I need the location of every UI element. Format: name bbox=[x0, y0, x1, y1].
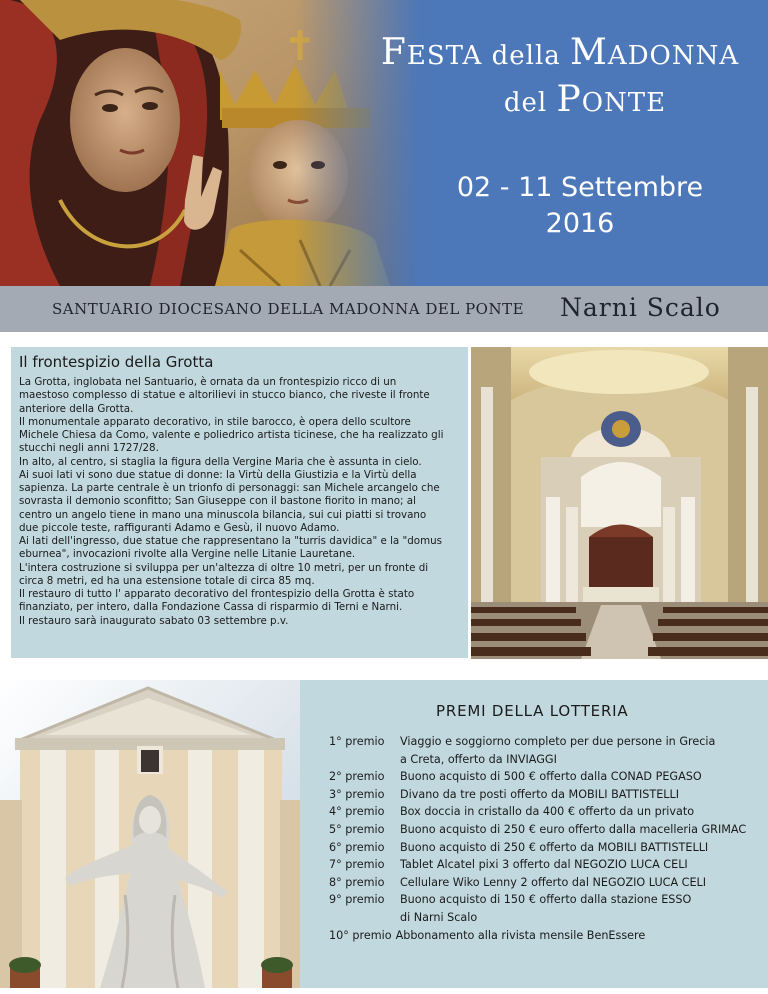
prize-row bbox=[329, 839, 746, 857]
article-line: Il monumentale apparato decorativo, in stile barocco, è opera dello scultore bbox=[19, 415, 411, 428]
article-line: stucchi negli anni 1727/28. bbox=[19, 442, 159, 455]
prize-row bbox=[329, 733, 746, 751]
title-word-della: della bbox=[482, 41, 571, 71]
prize-description: Buono acquisto di 250 € offerto da MOBILI BATTISTELLI bbox=[400, 840, 709, 854]
prize-row bbox=[329, 891, 746, 909]
dates-range: 02 - 11 Settembre bbox=[456, 172, 704, 203]
article-line: sapienza. La parte centrale è un trionfo di personaggi: san Michele arcangelo che bbox=[19, 482, 440, 494]
sanctuary-name: SANTUARIO DIOCESANO DELLA MADONNA DEL PONTE bbox=[52, 300, 525, 318]
prize-number: 2° premio bbox=[329, 770, 385, 784]
article-line: maestoso complesso di statue e altorilievi in stucco bianco, che riveste il fronte bbox=[19, 389, 430, 402]
article-line: Michele Chiesa da Como, valente e poliedrico artista ticinese, che ha realizzato gli bbox=[19, 429, 444, 441]
article-line: La Grotta, inglobata nel Santuario, è ornata da un frontespizio ricco di un bbox=[19, 376, 397, 388]
header-banner bbox=[0, 0, 768, 286]
title-word-del: del bbox=[503, 88, 557, 118]
prize-row bbox=[329, 786, 746, 804]
dates-year: 2016 bbox=[545, 208, 615, 239]
title-word-esta: ESTA bbox=[406, 41, 483, 71]
article-line: eburnea", invocazioni rivolte alla Vergine nelle Litanie Lauretane. bbox=[19, 548, 356, 561]
prize-number: 1° premio bbox=[329, 735, 385, 748]
title-word-adonna: ADONNA bbox=[607, 41, 740, 71]
church-interior-photo bbox=[471, 347, 768, 659]
prize-description: Buono acquisto di 500 € offerto dalla CONAD PEGASO bbox=[400, 770, 702, 784]
prize-description: Abbonamento alla rivista mensile BenEssere bbox=[395, 928, 646, 942]
prize-row bbox=[329, 821, 746, 839]
prize-number: 7° premio bbox=[329, 858, 385, 872]
festival-title bbox=[320, 32, 760, 120]
prize-row bbox=[329, 856, 746, 874]
article-line: centro un angelo tiene in mano una minuscola bilancia, sui cui piatti si trovano bbox=[19, 508, 427, 521]
prize-number: 8° premio bbox=[329, 875, 385, 889]
prize-description: Divano da tre posti offerto da MOBILI BATTISTELLI bbox=[400, 787, 680, 801]
prize-description: Cellulare Wiko Lenny 2 offerto dal NEGOZIO LUCA CELI bbox=[400, 875, 707, 889]
article-line: circa 8 metri, ed ha una estensione totale di circa 85 mq. bbox=[19, 574, 315, 587]
prize-number: 3° premio bbox=[329, 787, 385, 801]
title-letter-p: P bbox=[556, 79, 582, 120]
title-word-onte: ONTE bbox=[581, 88, 667, 118]
festival-dates bbox=[410, 170, 750, 242]
prize-row bbox=[329, 803, 746, 821]
article-line: Ai lati dell'ingresso, due statue che rappresentano la "turris davidica" e la "domus bbox=[19, 535, 443, 547]
article-line: sovrasta il demonio sconfitto; San Giuseppe con il bastone fiorito in mano; al bbox=[19, 495, 416, 508]
article-line: Il restauro di tutto l' apparato decorativo del frontespizio della Grotta è stato bbox=[19, 588, 415, 600]
lottery-title: PREMI DELLA LOTTERIA bbox=[436, 702, 629, 720]
prize-list bbox=[329, 733, 746, 944]
article-title: Il frontespizio della Grotta bbox=[19, 353, 214, 371]
title-letter-f: F bbox=[380, 32, 407, 73]
article-line: due piccole teste, raffiguranti Adamo e Gesù, il nuovo Adamo. bbox=[19, 521, 340, 534]
prize-description: Buono acquisto di 250 € euro offerto dalla macelleria GRIMAC bbox=[400, 822, 747, 836]
prize-description-continued: a Creta, offerto da INVIAGGI bbox=[400, 752, 557, 766]
prize-description: Tablet Alcatel pixi 3 offerto dal NEGOZIO LUCA CELI bbox=[400, 858, 688, 872]
title-letter-m: M bbox=[570, 32, 608, 73]
prize-row bbox=[329, 768, 746, 786]
article-box bbox=[11, 347, 468, 658]
prize-description: Buono acquisto di 150 € offerto dalla stazione ESSO bbox=[400, 893, 692, 907]
prize-description: Viaggio e soggiorno completo per due persone in Grecia bbox=[400, 735, 716, 748]
prize-description: Box doccia in cristallo da 400 € offerto da un privato bbox=[400, 805, 695, 819]
article-line: Ai suoi lati vi sono due statue di donne: la Virtù della Giustizia e la Virtù della bbox=[19, 468, 417, 481]
article-line: Il restauro sarà inaugurato sabato 03 settembre p.v. bbox=[19, 614, 289, 627]
prize-row bbox=[329, 874, 746, 892]
prize-number: 6° premio bbox=[329, 840, 385, 854]
sanctuary-place: Narni Scalo bbox=[560, 293, 721, 322]
article-line: anteriore della Grotta. bbox=[19, 402, 134, 415]
article-line: finanziato, per intero, dalla Fondazione Cassa di risparmio di Terni e Narni. bbox=[19, 601, 403, 614]
prize-number: 4° premio bbox=[329, 805, 385, 819]
article-line: In alto, al centro, si staglia la figura della Vergine Maria che è assunta in cielo. bbox=[19, 455, 422, 468]
prize-number: 5° premio bbox=[329, 822, 385, 836]
prize-number: 10° premio bbox=[329, 928, 392, 942]
prize-row bbox=[329, 927, 746, 945]
article-line: L'intera costruzione si sviluppa per un'altezza di oltre 10 metri, per un fronte di bbox=[19, 561, 429, 574]
church-facade-photo bbox=[0, 680, 300, 988]
article-body bbox=[19, 376, 460, 628]
sanctuary-bar bbox=[0, 286, 768, 332]
prize-description-continued: di Narni Scalo bbox=[400, 910, 478, 924]
prize-number: 9° premio bbox=[329, 893, 385, 907]
